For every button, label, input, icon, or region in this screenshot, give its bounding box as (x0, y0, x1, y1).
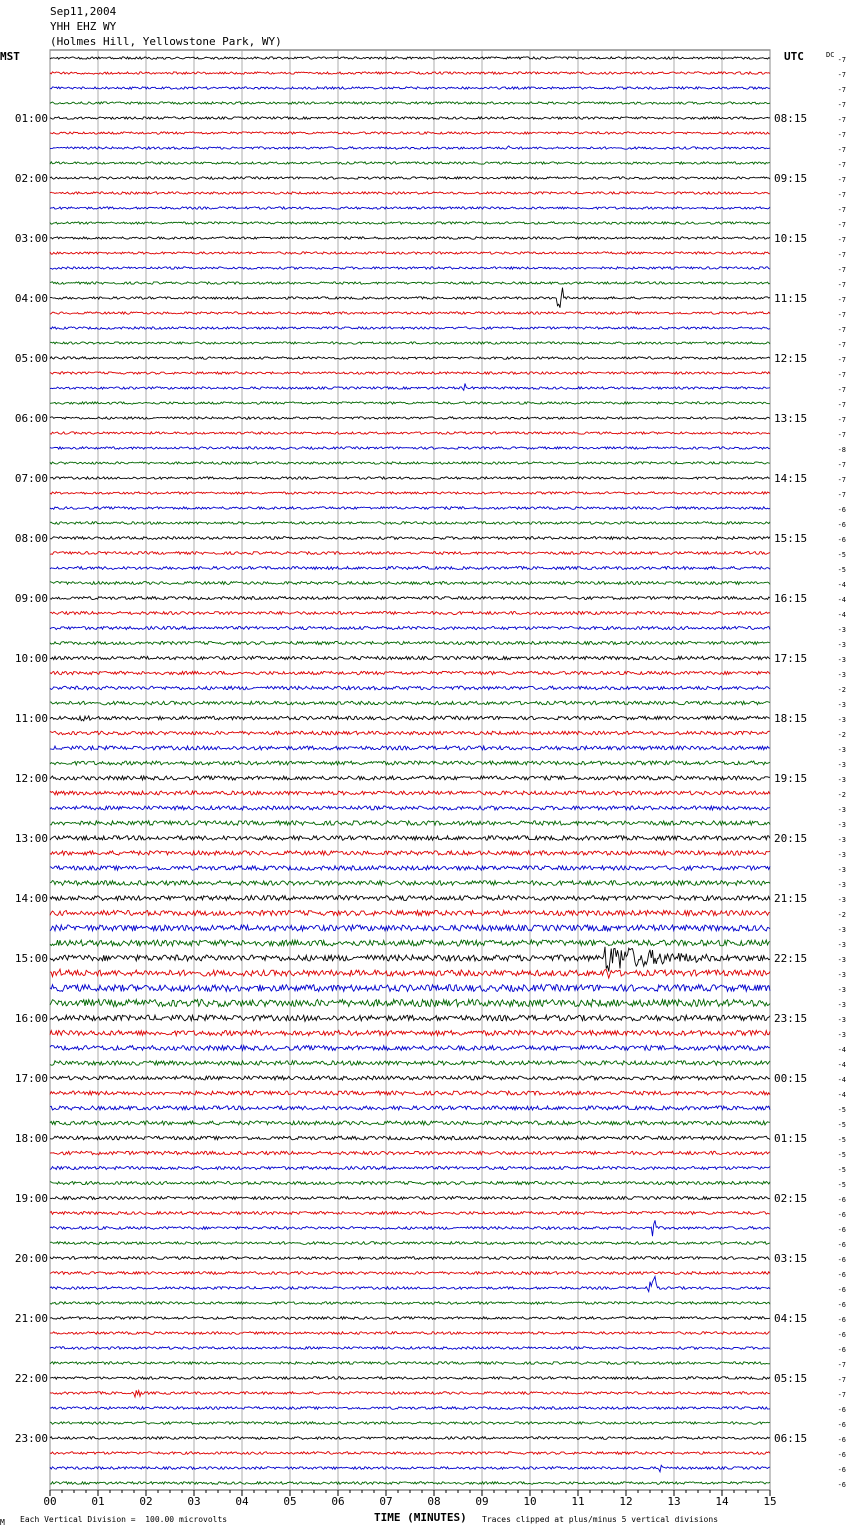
dc-offset-label: -3 (837, 821, 846, 829)
right-hour-label: 06:15 (774, 1432, 808, 1445)
dc-offset-label: -5 (837, 1166, 846, 1174)
trace-18 (50, 327, 770, 329)
trace-27 (50, 462, 770, 464)
dc-offset-label: -3 (837, 971, 846, 979)
dc-offset-label: -5 (837, 1106, 846, 1114)
right-hour-label: 20:15 (774, 832, 808, 845)
right-hour-label: 03:15 (774, 1252, 808, 1265)
dc-offset-label: -7 (837, 146, 846, 154)
trace-2 (50, 87, 770, 89)
dc-offset-label: -6 (837, 506, 846, 514)
trace-20 (50, 357, 770, 359)
trace-11 (50, 222, 770, 224)
trace-38 (50, 626, 770, 629)
trace-58 (50, 925, 770, 931)
dc-offset-label: -6 (837, 1226, 846, 1234)
x-tick-label-11: 11 (571, 1495, 585, 1508)
x-tick-label-15: 15 (763, 1495, 777, 1508)
left-hour-label: 21:00 (14, 1312, 48, 1325)
trace-61 (50, 969, 770, 978)
right-hour-label: 16:15 (774, 592, 808, 605)
right-hour-label: 11:15 (774, 292, 808, 305)
trace-5 (50, 132, 770, 134)
trace-92 (50, 1437, 770, 1440)
x-tick-label-00: 00 (43, 1495, 57, 1508)
trace-83 (50, 1302, 770, 1305)
trace-31 (50, 522, 770, 525)
right-timezone-label: UTC (784, 50, 804, 63)
dc-offset-label: -7 (837, 386, 846, 394)
x-tick-label-02: 02 (139, 1495, 153, 1508)
dc-offset-label: -3 (837, 926, 846, 934)
trace-49 (50, 791, 770, 795)
trace-89 (50, 1390, 770, 1397)
dc-offset-label: -7 (837, 206, 846, 214)
trace-43 (50, 701, 770, 705)
dc-offset-label: -3 (837, 1016, 846, 1024)
trace-87 (50, 1362, 770, 1365)
dc-offset-label: -7 (837, 431, 846, 439)
trace-81 (50, 1272, 770, 1275)
dc-offset-label: -5 (837, 1181, 846, 1189)
x-tick-label-10: 10 (523, 1495, 537, 1508)
trace-67 (50, 1061, 770, 1065)
dc-offset-label: -7 (837, 281, 846, 289)
x-tick-label-07: 07 (379, 1495, 393, 1508)
dc-offset-label: -4 (837, 596, 846, 604)
right-hour-label: 18:15 (774, 712, 808, 725)
left-hour-label: 05:00 (14, 352, 48, 365)
right-hour-label: 19:15 (774, 772, 808, 785)
dc-offset-label: -6 (837, 1331, 846, 1339)
dc-offset-label: -3 (837, 1001, 846, 1009)
trace-78 (50, 1220, 770, 1236)
dc-offset-label: -6 (837, 1466, 846, 1474)
trace-24 (50, 417, 770, 419)
dc-offset-label: -7 (837, 371, 846, 379)
trace-14 (50, 267, 770, 269)
dc-offset-label: -7 (837, 131, 846, 139)
left-hour-label: 02:00 (14, 172, 48, 185)
trace-79 (50, 1242, 770, 1245)
dc-offset-label: -6 (837, 1271, 846, 1279)
header-date: Sep11,2004 (50, 5, 117, 18)
dc-offset-label: -5 (837, 1121, 846, 1129)
x-tick-label-04: 04 (235, 1495, 249, 1508)
dc-offset-label: -7 (837, 116, 846, 124)
left-hour-label: 11:00 (14, 712, 48, 725)
dc-offset-label: -7 (837, 56, 846, 64)
trace-29 (50, 492, 770, 494)
dc-offset-label: -6 (837, 1241, 846, 1249)
trace-37 (50, 611, 770, 614)
trace-54 (50, 866, 770, 870)
trace-76 (50, 1197, 770, 1200)
trace-47 (50, 761, 770, 765)
trace-68 (50, 1076, 770, 1080)
trace-48 (50, 776, 770, 780)
clip-note: Traces clipped at plus/minus 5 vertical divisions (482, 1515, 719, 1524)
trace-34 (50, 567, 770, 570)
right-hour-label: 04:15 (774, 1312, 808, 1325)
trace-85 (50, 1332, 770, 1335)
trace-63 (50, 999, 770, 1006)
trace-39 (50, 641, 770, 644)
dc-offset-label: -7 (837, 416, 846, 424)
x-tick-label-03: 03 (187, 1495, 201, 1508)
dc-offset-label: -7 (837, 221, 846, 229)
right-hour-label: 12:15 (774, 352, 808, 365)
dc-offset-label: -7 (837, 326, 846, 334)
right-hour-label: 02:15 (774, 1192, 808, 1205)
left-hour-label: 04:00 (14, 292, 48, 305)
trace-65 (50, 1030, 770, 1035)
right-hour-label: 21:15 (774, 892, 808, 905)
dc-offset-label: -3 (837, 761, 846, 769)
dc-offset-label: -3 (837, 701, 846, 709)
dc-offset-label: -7 (837, 341, 846, 349)
x-tick-label-01: 01 (91, 1495, 105, 1508)
dc-offset-label: -2 (837, 686, 846, 694)
dc-offset-label: -6 (837, 1301, 846, 1309)
right-hour-label: 09:15 (774, 172, 808, 185)
dc-offset-label: -7 (837, 71, 846, 79)
trace-36 (50, 597, 770, 600)
dc-offset-label: -3 (837, 1031, 846, 1039)
right-hour-label: 08:15 (774, 112, 808, 125)
trace-6 (50, 146, 770, 149)
dc-offset-label: -3 (837, 866, 846, 874)
left-hour-label: 14:00 (14, 892, 48, 905)
trace-74 (50, 1166, 770, 1169)
dc-offset-label: -7 (837, 176, 846, 184)
left-hour-label: 08:00 (14, 532, 48, 545)
dc-offset-label: -2 (837, 911, 846, 919)
dc-offset-label: -3 (837, 896, 846, 904)
trace-66 (50, 1046, 770, 1051)
trace-33 (50, 552, 770, 555)
dc-offset-label: -7 (837, 161, 846, 169)
dc-offset-label: -7 (837, 476, 846, 484)
dc-offset-label: -6 (837, 1211, 846, 1219)
right-hour-label: 17:15 (774, 652, 808, 665)
dc-offset-label: -3 (837, 956, 846, 964)
left-timezone-label: MST (0, 50, 20, 63)
trace-19 (50, 342, 770, 344)
dc-offset-label: -5 (837, 1136, 846, 1144)
dc-offset-label: -7 (837, 1391, 846, 1399)
left-hour-label: 20:00 (14, 1252, 48, 1265)
dc-offset-label: -4 (837, 1076, 846, 1084)
trace-56 (50, 896, 770, 901)
dc-offset-label: -3 (837, 851, 846, 859)
right-hour-label: 00:15 (774, 1072, 808, 1085)
trace-69 (50, 1091, 770, 1095)
trace-82 (50, 1277, 770, 1292)
right-hour-label: 10:15 (774, 232, 808, 245)
trace-77 (50, 1212, 770, 1215)
trace-64 (50, 1015, 770, 1021)
dc-offset-label: -2 (837, 791, 846, 799)
dc-offset-label: -5 (837, 566, 846, 574)
trace-62 (50, 985, 770, 992)
trace-30 (50, 507, 770, 510)
x-tick-label-05: 05 (283, 1495, 297, 1508)
dc-offset-label: -4 (837, 581, 846, 589)
trace-70 (50, 1106, 770, 1110)
trace-46 (50, 746, 770, 750)
left-hour-label: 16:00 (14, 1012, 48, 1025)
trace-35 (50, 582, 770, 585)
trace-16 (50, 288, 770, 308)
trace-91 (50, 1422, 770, 1425)
dc-offset-label: -7 (837, 401, 846, 409)
dc-offset-label: -4 (837, 611, 846, 619)
dc-offset-label: -7 (837, 461, 846, 469)
right-hour-label: 14:15 (774, 472, 808, 485)
left-hour-label: 10:00 (14, 652, 48, 665)
trace-23 (50, 402, 770, 404)
dc-offset-label: -4 (837, 1091, 846, 1099)
x-tick-label-09: 09 (475, 1495, 489, 1508)
trace-88 (50, 1377, 770, 1380)
dc-offset-label: -5 (837, 1151, 846, 1159)
trace-93 (50, 1452, 770, 1455)
dc-offset-label: -6 (837, 1196, 846, 1204)
left-hour-label: 15:00 (14, 952, 48, 965)
trace-22 (50, 383, 770, 390)
dc-offset-label: -6 (837, 1316, 846, 1324)
dc-offset-label: -3 (837, 716, 846, 724)
left-hour-label: 19:00 (14, 1192, 48, 1205)
trace-12 (50, 237, 770, 239)
trace-73 (50, 1151, 770, 1155)
dc-offset-label: -6 (837, 536, 846, 544)
trace-90 (50, 1407, 770, 1410)
dc-offset-label: -7 (837, 1361, 846, 1369)
trace-21 (50, 372, 770, 374)
dc-offset-label: -6 (837, 1421, 846, 1429)
trace-17 (50, 312, 770, 314)
dc-offset-label: -3 (837, 881, 846, 889)
trace-42 (50, 686, 770, 690)
trace-57 (50, 910, 770, 915)
trace-94 (50, 1465, 770, 1472)
right-hour-label: 22:15 (774, 952, 808, 965)
trace-95 (50, 1482, 770, 1485)
dc-offset-label: -6 (837, 1451, 846, 1459)
dc-offset-label: -7 (837, 101, 846, 109)
dc-offset-label: -6 (837, 1406, 846, 1414)
x-tick-label-14: 14 (715, 1495, 729, 1508)
dc-offset-label: -7 (837, 236, 846, 244)
dc-offset-label: -2 (837, 731, 846, 739)
dc-offset-label: -5 (837, 551, 846, 559)
x-tick-label-06: 06 (331, 1495, 345, 1508)
left-hour-label: 09:00 (14, 592, 48, 605)
right-hour-label: 05:15 (774, 1372, 808, 1385)
dc-offset-label: -4 (837, 1061, 846, 1069)
dc-offset-label: -3 (837, 986, 846, 994)
dc-offset-label: -7 (837, 356, 846, 364)
trace-13 (50, 252, 770, 254)
left-hour-label: 22:00 (14, 1372, 48, 1385)
trace-72 (50, 1136, 770, 1140)
trace-44 (50, 716, 770, 721)
trace-59 (50, 940, 770, 946)
dc-offset-label: -6 (837, 1346, 846, 1354)
dc-offset-label: -3 (837, 776, 846, 784)
trace-8 (50, 177, 770, 179)
trace-60 (50, 947, 770, 972)
trace-15 (50, 282, 770, 284)
dc-offset-label: -3 (837, 836, 846, 844)
left-hour-label: 03:00 (14, 232, 48, 245)
dc-offset-label: -7 (837, 1376, 846, 1384)
right-hour-label: 15:15 (774, 532, 808, 545)
dc-offset-label: -3 (837, 671, 846, 679)
scale-note: Each Vertical Division = 100.00 microvolts (20, 1515, 228, 1524)
trace-55 (50, 881, 770, 886)
dc-offset-label: -6 (837, 1256, 846, 1264)
dc-offset-label: -3 (837, 941, 846, 949)
x-tick-label-13: 13 (667, 1495, 681, 1508)
trace-71 (50, 1121, 770, 1125)
left-hour-label: 07:00 (14, 472, 48, 485)
header-location: (Holmes Hill, Yellowstone Park, WY) (50, 35, 282, 48)
left-hour-label: 23:00 (14, 1432, 48, 1445)
trace-32 (50, 537, 770, 540)
dc-offset-label: -7 (837, 266, 846, 274)
dc-offset-label: -6 (837, 1481, 846, 1489)
left-hour-label: 12:00 (14, 772, 48, 785)
dc-offset-label: -4 (837, 1046, 846, 1054)
left-hour-label: 01:00 (14, 112, 48, 125)
dc-offset-label: -7 (837, 191, 846, 199)
x-axis-label: TIME (MINUTES) (374, 1511, 467, 1524)
trace-50 (50, 806, 770, 810)
dc-offset-label: -7 (837, 251, 846, 259)
right-hour-label: 13:15 (774, 412, 808, 425)
trace-9 (50, 192, 770, 194)
trace-25 (50, 432, 770, 434)
left-hour-label: 18:00 (14, 1132, 48, 1145)
dc-offset-label: -6 (837, 1286, 846, 1294)
trace-0 (50, 57, 770, 59)
trace-86 (50, 1347, 770, 1350)
dc-header-label: DC (826, 51, 835, 59)
dc-offset-label: -3 (837, 641, 846, 649)
trace-28 (50, 477, 770, 479)
dc-offset-label: -8 (837, 446, 846, 454)
trace-80 (50, 1257, 770, 1260)
trace-41 (50, 671, 770, 674)
left-hour-label: 06:00 (14, 412, 48, 425)
x-tick-label-08: 08 (427, 1495, 441, 1508)
header-station: YHH EHZ WY (50, 20, 117, 33)
dc-offset-label: -3 (837, 656, 846, 664)
dc-offset-label: -7 (837, 296, 846, 304)
corner-mark: M (0, 1518, 5, 1527)
dc-offset-label: -6 (837, 521, 846, 529)
trace-84 (50, 1317, 770, 1320)
dc-offset-label: -3 (837, 746, 846, 754)
dc-offset-label: -3 (837, 806, 846, 814)
right-hour-label: 23:15 (774, 1012, 808, 1025)
right-hour-label: 01:15 (774, 1132, 808, 1145)
left-hour-label: 17:00 (14, 1072, 48, 1085)
trace-4 (50, 117, 770, 119)
dc-offset-label: -3 (837, 626, 846, 634)
trace-26 (50, 447, 770, 449)
trace-53 (50, 851, 770, 855)
trace-75 (50, 1181, 770, 1184)
dc-offset-label: -7 (837, 491, 846, 499)
left-hour-label: 13:00 (14, 832, 48, 845)
dc-offset-label: -7 (837, 311, 846, 319)
trace-10 (50, 207, 770, 209)
trace-52 (50, 836, 770, 840)
trace-45 (50, 731, 770, 735)
x-tick-label-12: 12 (619, 1495, 633, 1508)
dc-offset-label: -7 (837, 86, 846, 94)
trace-3 (50, 102, 770, 104)
trace-7 (50, 162, 770, 164)
trace-51 (50, 821, 770, 825)
dc-offset-label: -6 (837, 1436, 846, 1444)
trace-40 (50, 656, 770, 659)
trace-1 (50, 72, 770, 74)
